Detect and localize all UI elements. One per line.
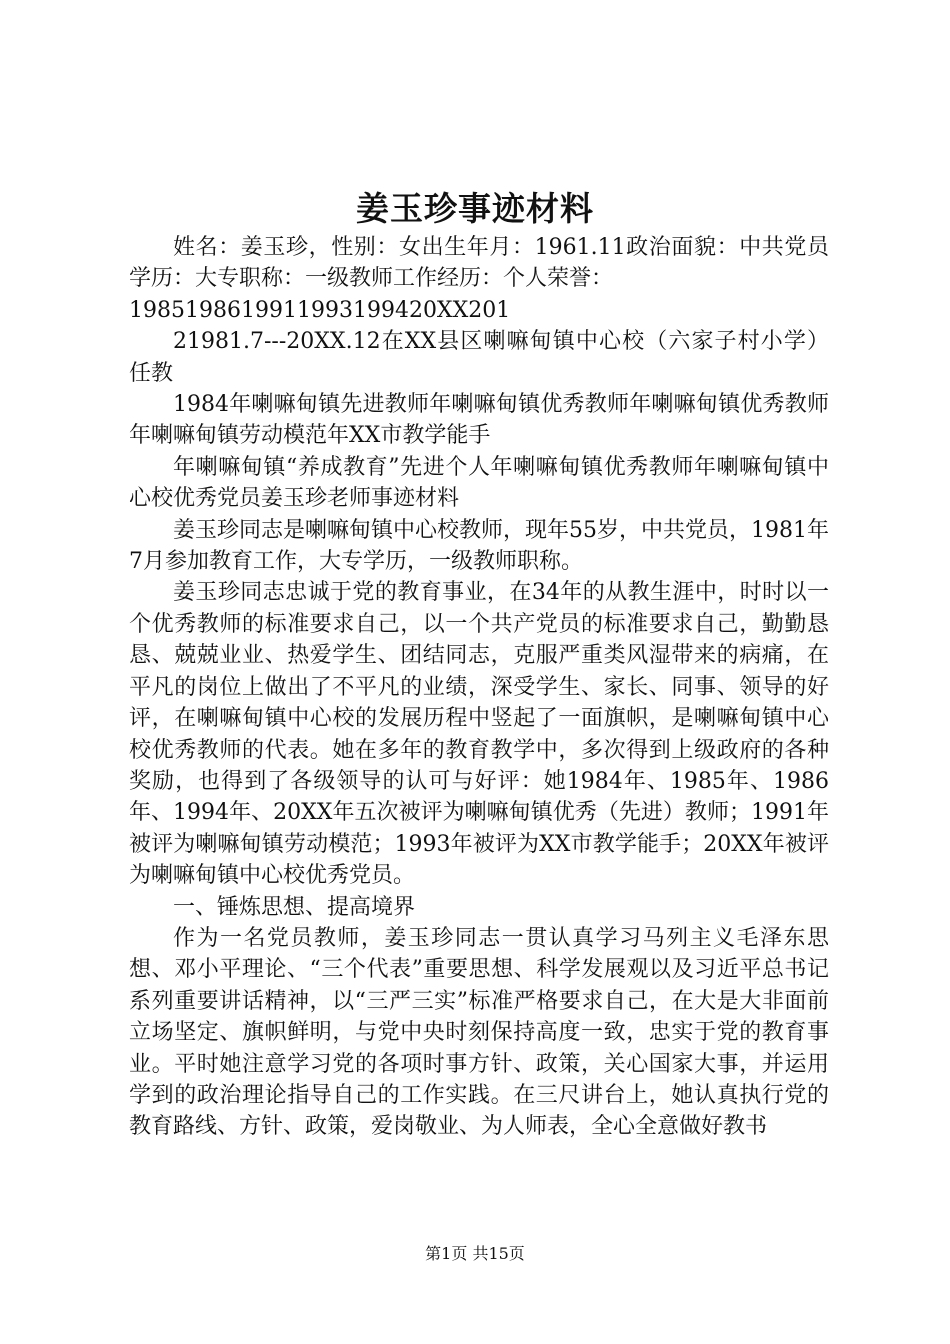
paragraph-honors-list-2: 年喇嘛甸镇“养成教育”先进个人年喇嘛甸镇优秀教师年喇嘛甸镇中心校优秀党员姜玉珍老师事迹材料 <box>129 454 829 512</box>
section-heading-1: 一、锤炼思想、提高境界 <box>173 894 416 920</box>
page-footer: 第1页 共15页 <box>425 1244 525 1263</box>
paragraph-work-history: 21981.7---20XX.12在XX县区喇嘛甸镇中心校（六家子村小学）任教 <box>129 329 829 386</box>
paragraph-basic-info: 姓名：姜玉珍，性别：女出生年月：1961.11政治面貌：中共党员学历：大专职称：一级教师工作经历：个人荣誉： <box>129 235 829 292</box>
document-body <box>129 232 829 1143</box>
paragraph-intro: 姜玉珍同志是喇嘛甸镇中心校教师，现年55岁，中共党员，1981年7月参加教育工作，大专学历，一级教师职称。 <box>129 517 830 575</box>
paragraph-section-1: 作为一名党员教师，姜玉珍同志一贯认真学习马列主义毛泽东思想、邓小平理论、“三个代表”重要思想、科学发展观以及习近平总书记系列重要讲话精神，以“三严三实”标准严格要求自己，在大是大非面前立场坚定、旗帜鲜明，与党中央时刻保持高度一致，忠实于党的教育事业。平时她注意学习党的各项时事方针、政策，关心国家大事，并运用学到的政治理论指导自己的工作实践。在三尺讲台上，她认真执行党的教育路线、方针、政策，爱岗敬业、为人师表，全心全意做好教书 <box>129 925 829 1140</box>
paragraph-career: 姜玉珍同志忠诚于党的教育事业，在34年的从教生涯中，时时以一个优秀教师的标准要求自己，以一个共产党员的标准要求自己，勤勤恳恳、兢兢业业、热爱学生、团结同志，克服严重类风湿带来的病痛，在平凡的岗位上做出了不平凡的业绩，深受学生、家长、同事、领导的好评，在喇嘛甸镇中心校的发展历程中竖起了一面旗帜，是喇嘛甸镇中心校优秀教师的代表。她在多年的教育教学中，多次得到上级政府的各种奖励，也得到了各级领导的认可与好评：她1984年、1985年、1986年、1994年、20XX年五次被评为喇嘛甸镇优秀（先进）教师；1991年被评为喇嘛甸镇劳动模范；1993年被评为XX市教学能手；20XX年被评为喇嘛甸镇中心校优秀党员。 <box>129 580 829 889</box>
paragraph-honors-list: 1984年喇嘛甸镇先进教师年喇嘛甸镇优秀教师年喇嘛甸镇优秀教师年喇嘛甸镇劳动模范年XX市教学能手 <box>129 392 829 449</box>
document-title: 姜玉珍事迹材料 <box>356 189 594 228</box>
paragraph-honor-years: 1985198619911993199420XX201 <box>129 297 511 323</box>
